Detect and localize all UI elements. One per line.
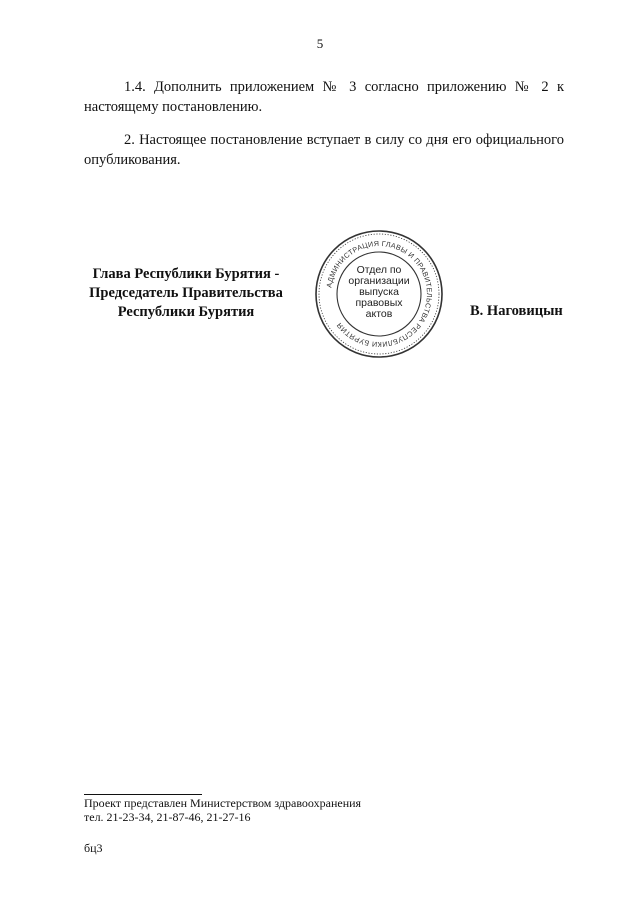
seal-center-line: правовых (355, 297, 403, 309)
seal-center-line: Отдел по (356, 264, 402, 276)
official-seal (313, 228, 445, 360)
seal-center-line: актов (365, 308, 393, 320)
signer-title-line: Председатель Правительства (89, 285, 283, 301)
page-number: 5 (316, 36, 324, 51)
signer-title-line: Глава Республики Бурятия - (92, 266, 280, 282)
signer-title (76, 265, 296, 322)
document-code: бц3 (84, 841, 103, 855)
footnote-divider (84, 794, 202, 795)
seal-center-text (335, 265, 423, 320)
paragraph-2: 2. Настоящее постановление вступает в силу со дня его официального опубликования. (84, 132, 564, 168)
signer-name: В. Наговицын (470, 303, 563, 319)
footnote (84, 796, 361, 824)
seal-ring-text: АДМИНИСТРАЦИЯ ГЛАВЫ И ПРАВИТЕЛЬСТВА РЕСПУБЛИКИ БУРЯТИЯ (324, 238, 435, 350)
footnote-author: Проект представлен Министерством здравоохранения (84, 796, 362, 810)
paragraph-1-4: 1.4. Дополнить приложением № 3 согласно приложению № 2 к настоящему постановлению. (84, 79, 564, 115)
footnote-phones: тел. 21-23-34, 21-87-46, 21-27-16 (84, 810, 251, 824)
seal-center-line: выпуска (359, 286, 399, 298)
signer-title-line: Республики Бурятия (117, 304, 255, 320)
seal-center-line: организации (348, 275, 410, 287)
